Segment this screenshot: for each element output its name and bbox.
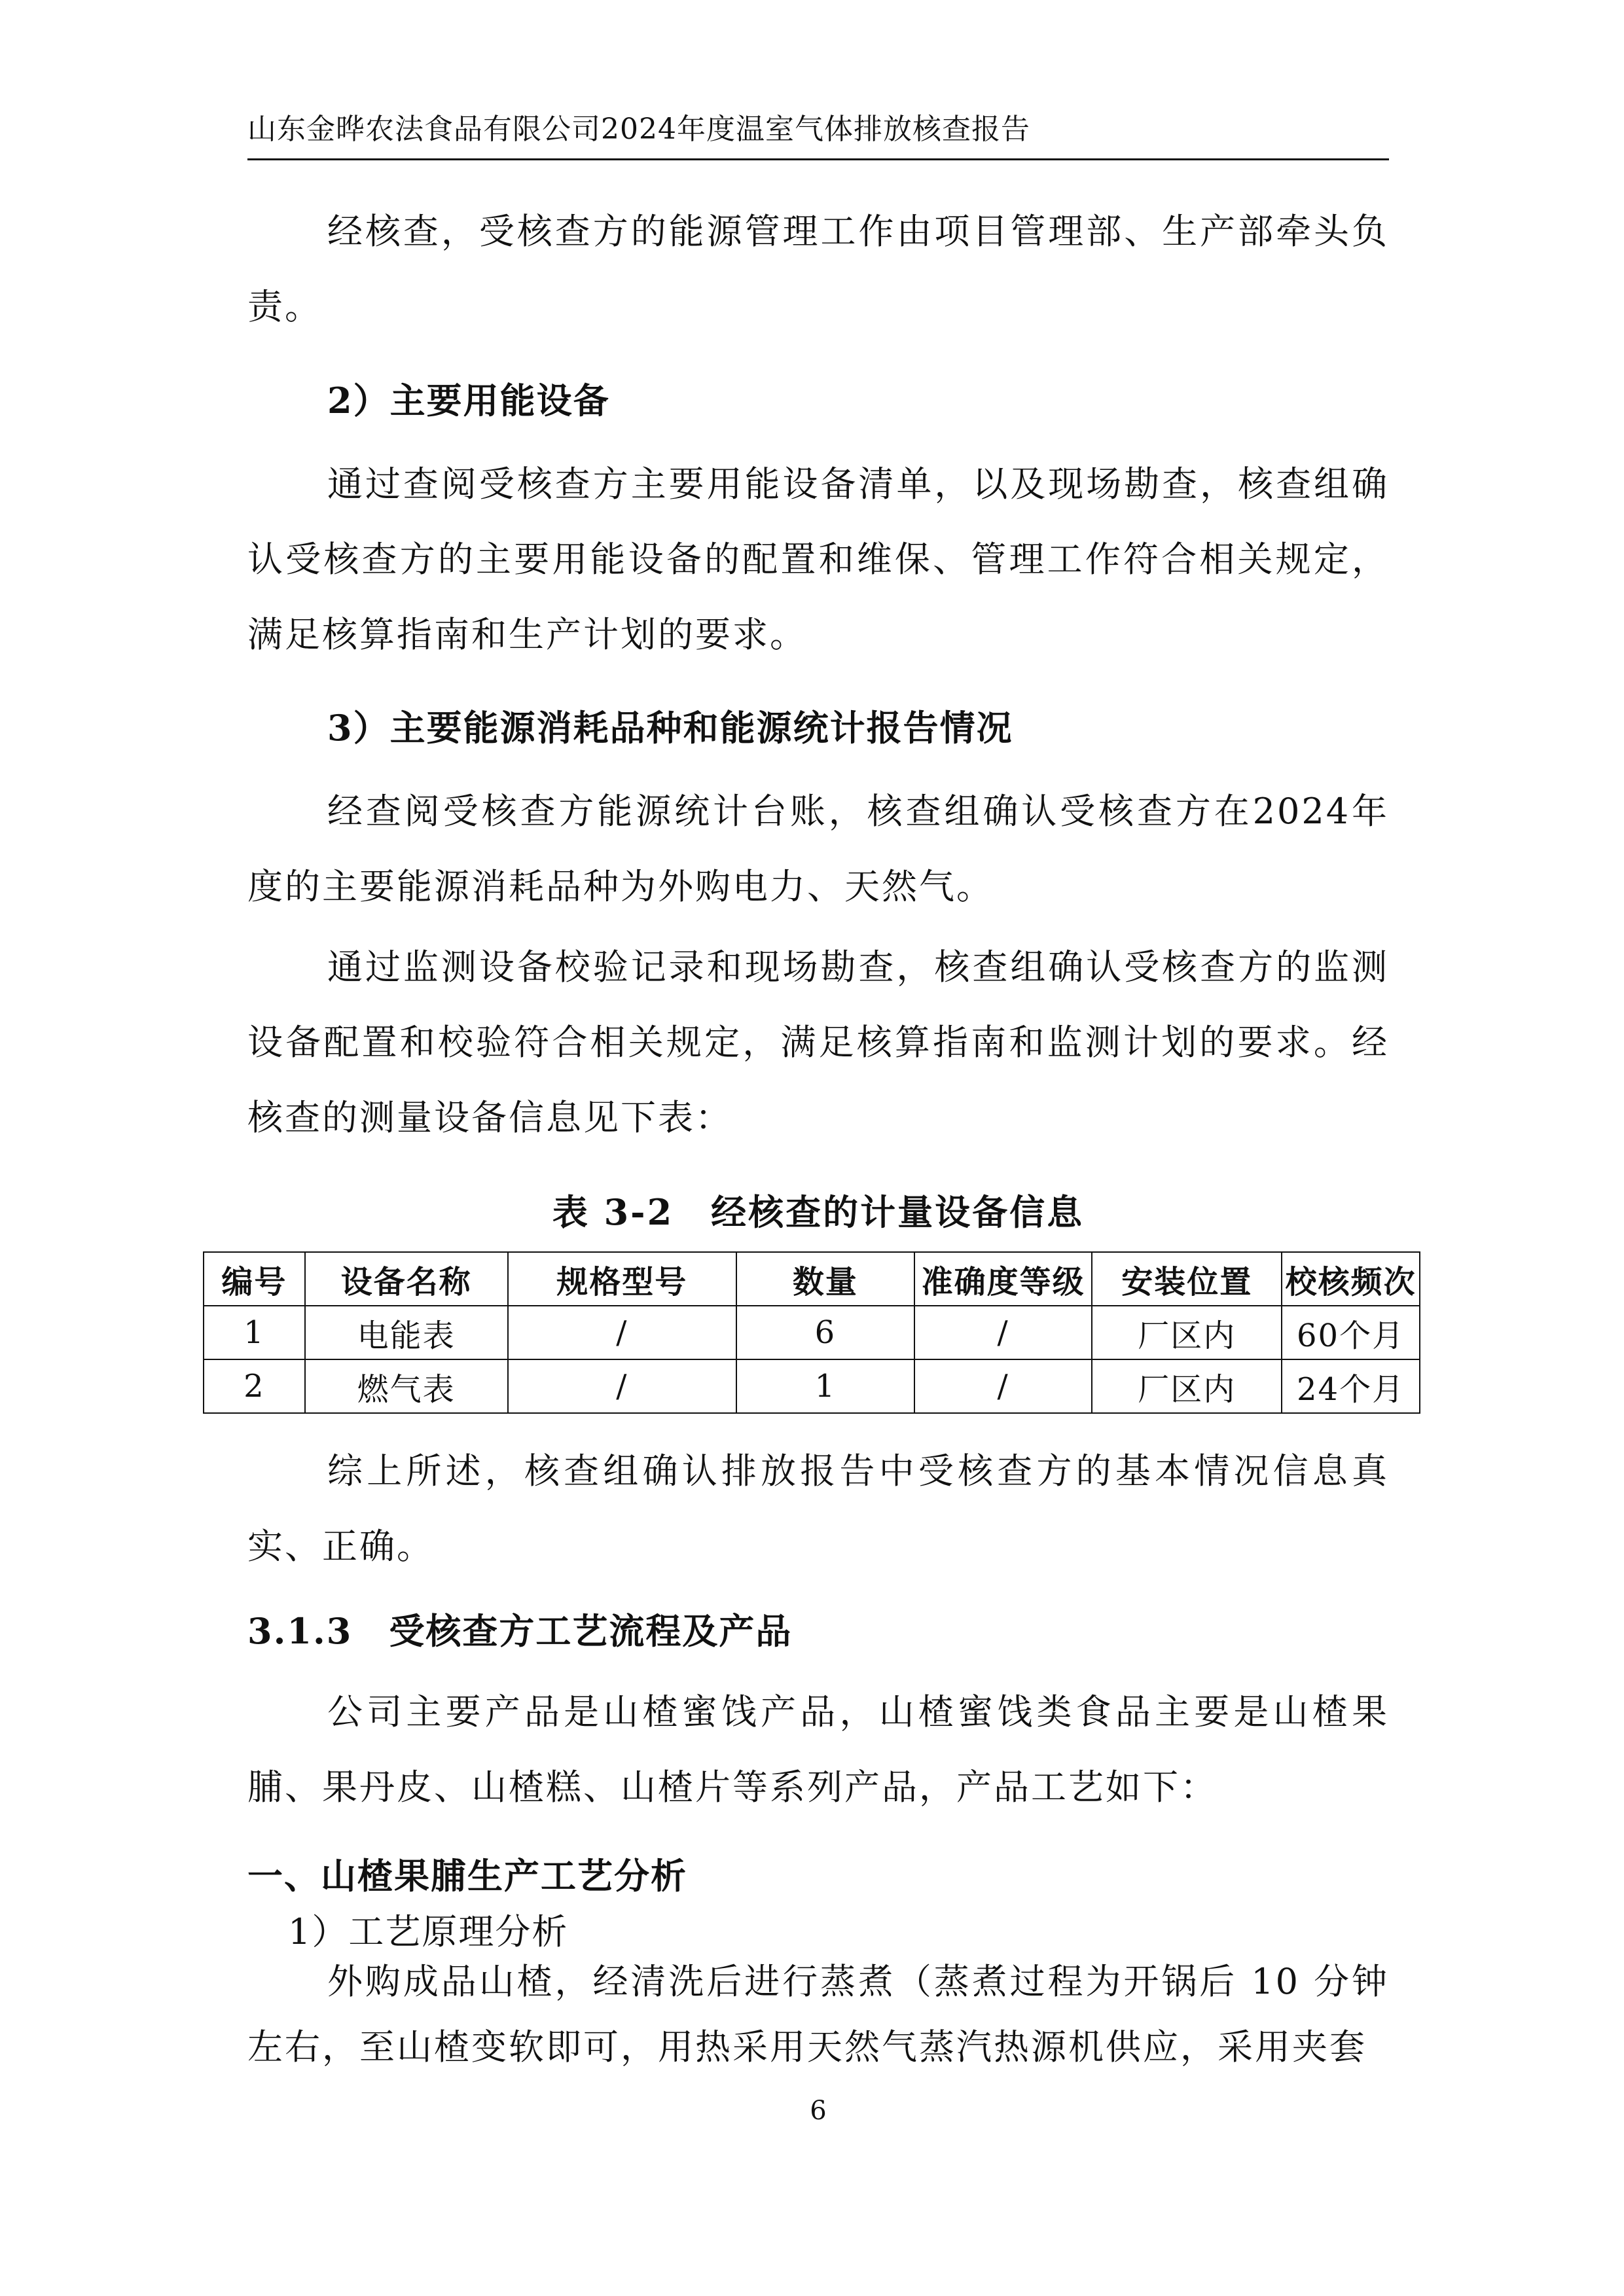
table-header-row bbox=[204, 1252, 1420, 1306]
header-cell-location: 安装位置 bbox=[1092, 1252, 1282, 1306]
header-cell-device-name: 设备名称 bbox=[305, 1252, 508, 1306]
table-cell: 60个月 bbox=[1282, 1306, 1420, 1359]
table-cell: 厂区内 bbox=[1092, 1359, 1282, 1413]
table-cell: 电能表 bbox=[305, 1306, 508, 1359]
header-divider bbox=[247, 158, 1389, 160]
heading-energy-consumption: 3）主要能源消耗品种和能源统计报告情况 bbox=[327, 707, 1013, 749]
table-cell: / bbox=[914, 1306, 1092, 1359]
header-cell-frequency: 校核频次 bbox=[1282, 1252, 1420, 1306]
table-cell: / bbox=[508, 1306, 737, 1359]
metering-equipment-table bbox=[203, 1251, 1420, 1414]
header-cell-quantity: 数量 bbox=[736, 1252, 914, 1306]
paragraph-energy-management: 经核查，受核查方的能源管理工作由项目管理部、生产部牵头负责。 bbox=[247, 211, 1389, 327]
table-row bbox=[204, 1306, 1420, 1359]
table-cell: 6 bbox=[736, 1306, 914, 1359]
table-caption: 表 3-2 经核查的计量设备信息 bbox=[552, 1191, 1085, 1233]
paragraph-energy-equipment: 通过查阅受核查方主要用能设备清单，以及现场勘查，核查组确认受核查方的主要用能设备的配置和维保、管理工作符合相关规定，满足核算指南和生产计划的要求。 bbox=[247, 463, 1389, 655]
sub-heading-principle: 1）工艺原理分析 bbox=[288, 1911, 569, 1952]
table-cell: 厂区内 bbox=[1092, 1306, 1282, 1359]
section-heading-3-1-3: 3.1.3 受核查方工艺流程及产品 bbox=[247, 1610, 793, 1652]
table-row bbox=[204, 1359, 1420, 1413]
paragraph-products: 公司主要产品是山楂蜜饯产品，山楂蜜饯类食品主要是山楂果脯、果丹皮、山楂糕、山楂片等系列产品，产品工艺如下： bbox=[247, 1691, 1389, 1808]
heading-energy-equipment: 2）主要用能设备 bbox=[327, 380, 610, 422]
table-cell: / bbox=[508, 1359, 737, 1413]
header-cell-accuracy: 准确度等级 bbox=[914, 1252, 1092, 1306]
paragraph-process-description: 外购成品山楂，经清洗后进行蒸煮（蒸煮过程为开锅后 10 分钟左右，至山楂变软即可，用热采用天然气蒸汽热源机供应，采用夹套 bbox=[247, 1961, 1389, 2068]
table-cell: / bbox=[914, 1359, 1092, 1413]
table-cell: 1 bbox=[736, 1359, 914, 1413]
header-cell-id: 编号 bbox=[204, 1252, 305, 1306]
table-cell: 1 bbox=[204, 1306, 305, 1359]
table-cell: 2 bbox=[204, 1359, 305, 1413]
paragraph-energy-consumption: 经查阅受核查方能源统计台账，核查组确认受核查方在2024年度的主要能源消耗品种为外购电力、天然气。 bbox=[247, 791, 1389, 907]
table-cell: 24个月 bbox=[1282, 1359, 1420, 1413]
paragraph-summary: 综上所述，核查组确认排放报告中受核查方的基本情况信息真实、正确。 bbox=[247, 1450, 1389, 1567]
header-cell-model: 规格型号 bbox=[508, 1252, 737, 1306]
section-heading-hawthorn-process: 一、山楂果脯生产工艺分析 bbox=[247, 1855, 687, 1897]
running-header: 山东金晔农法食品有限公司2024年度温室气体排放核查报告 bbox=[247, 113, 1030, 146]
table-cell: 燃气表 bbox=[305, 1359, 508, 1413]
page-number: 6 bbox=[810, 2096, 827, 2126]
paragraph-monitoring-equipment: 通过监测设备校验记录和现场勘查，核查组确认受核查方的监测设备配置和校验符合相关规定，满足核算指南和监测计划的要求。经核查的测量设备信息见下表： bbox=[247, 946, 1389, 1138]
